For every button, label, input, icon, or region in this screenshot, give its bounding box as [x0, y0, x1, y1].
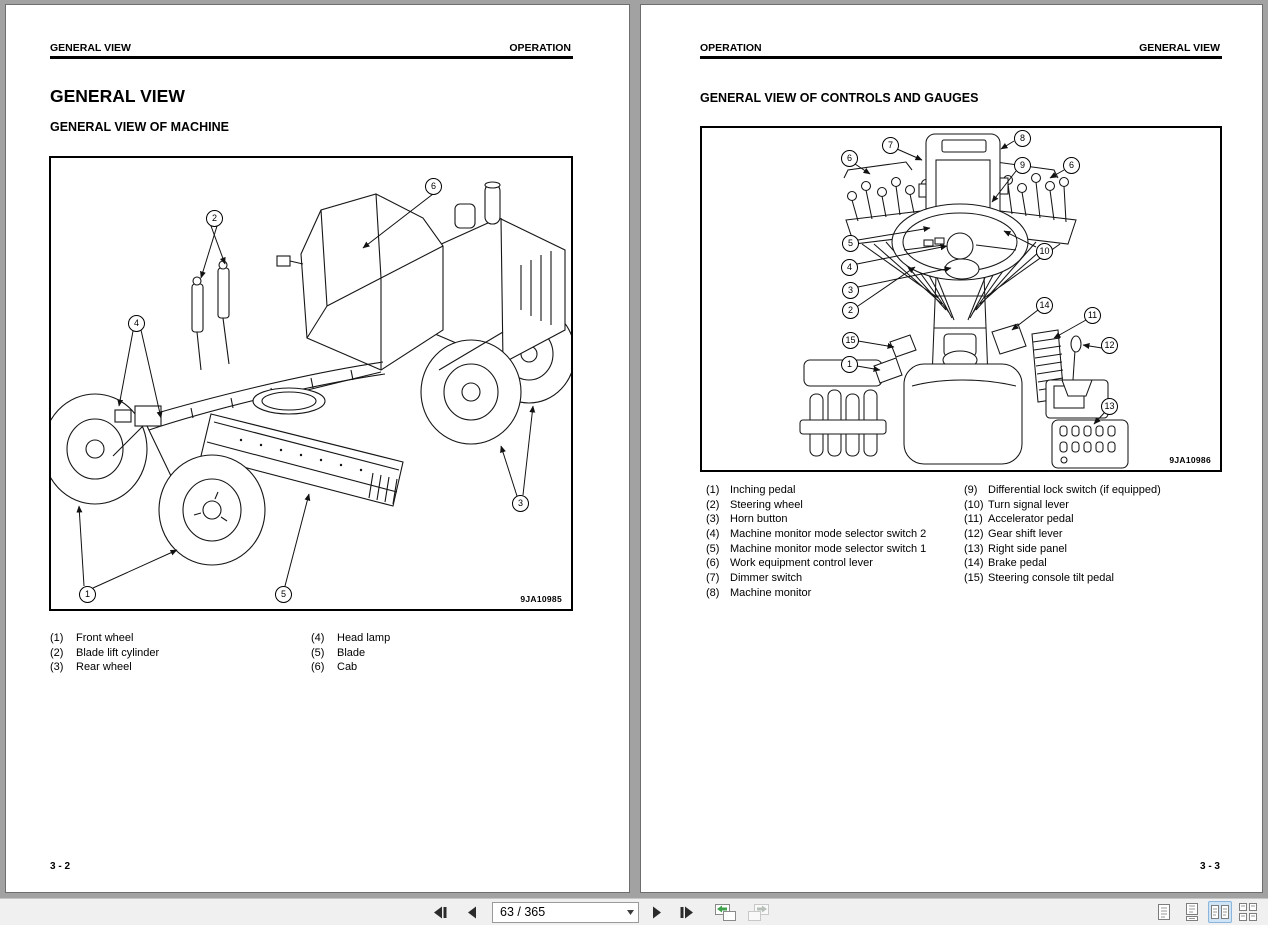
legend-label: Cab	[337, 661, 358, 674]
legend-label: Accelerator pedal	[988, 513, 1074, 526]
first-page-icon	[432, 906, 448, 919]
legend-item	[311, 647, 390, 662]
callout-2: 2	[206, 210, 223, 227]
continuous-view-button[interactable]	[1180, 901, 1204, 923]
legend-num: (6)	[311, 661, 325, 674]
next-page-icon	[651, 906, 663, 919]
callout-2: 2	[842, 302, 859, 319]
legend-num: (12)	[964, 528, 984, 541]
legend-label: Machine monitor	[730, 586, 812, 599]
legend-label: Blade	[337, 646, 366, 659]
legend-label: Inching pedal	[730, 484, 796, 496]
callout-14: 14	[1036, 297, 1053, 314]
legend-label: Differential lock switch (if equipped)	[988, 484, 1161, 496]
running-header-left: OPERATION	[700, 42, 762, 54]
callout-15: 15	[842, 332, 859, 349]
running-header-left: GENERAL VIEW	[50, 42, 131, 54]
page-navigation	[428, 901, 773, 923]
callout-5: 5	[275, 586, 292, 603]
legend-label: Rear wheel	[76, 661, 132, 674]
page-number: 3 - 3	[1199, 861, 1220, 872]
dropdown-caret-icon[interactable]	[622, 903, 638, 922]
legend-label: Steering wheel	[730, 498, 803, 511]
legend-label: Head lamp	[337, 632, 391, 644]
legend-num: (4)	[706, 528, 720, 541]
legend-item	[964, 543, 1161, 558]
machine-figure	[49, 156, 573, 611]
legend-num: (1)	[50, 632, 64, 644]
legend-num: (4)	[311, 632, 325, 644]
legend-item	[706, 499, 926, 514]
legend-item	[311, 632, 390, 647]
header-rule	[50, 56, 573, 59]
callout-8: 8	[1014, 130, 1031, 147]
callout-9: 9	[1014, 157, 1031, 174]
previous-view-icon	[713, 903, 737, 922]
callout-12: 12	[1101, 337, 1118, 354]
section-title: GENERAL VIEW OF MACHINE	[50, 120, 229, 134]
callout-4: 4	[841, 259, 858, 276]
section-title: GENERAL VIEW OF CONTROLS AND GAUGES	[700, 91, 979, 105]
legend-num: (9)	[964, 484, 978, 496]
next-view-button[interactable]	[745, 901, 773, 923]
legend-label: Gear shift lever	[988, 528, 1063, 541]
previous-page-icon	[466, 906, 478, 919]
callout-6: 6	[425, 178, 442, 195]
motor-grader-drawing	[51, 158, 571, 609]
single-page-view-icon	[1155, 903, 1173, 921]
page-layout-buttons	[1152, 901, 1260, 923]
figure-code: 9JA10986	[1169, 455, 1211, 465]
running-header-right: GENERAL VIEW	[1139, 42, 1220, 54]
legend-num: (6)	[706, 557, 720, 570]
legend-num: (2)	[706, 498, 720, 511]
legend-num: (8)	[706, 586, 720, 599]
callout-7: 7	[882, 137, 899, 154]
legend-num: (15)	[964, 572, 984, 585]
page-number: 3 - 2	[50, 861, 71, 872]
two-page-view-icon	[1210, 903, 1230, 921]
two-page-continuous-view-button[interactable]	[1236, 901, 1260, 923]
callout-6-left: 6	[841, 150, 858, 167]
single-page-view-button[interactable]	[1152, 901, 1176, 923]
last-page-icon	[679, 906, 695, 919]
callout-13: 13	[1101, 398, 1118, 415]
legend-item	[50, 661, 159, 676]
next-page-button[interactable]	[645, 901, 669, 923]
callout-1: 1	[841, 356, 858, 373]
controls-figure	[700, 126, 1222, 472]
next-view-icon	[747, 903, 771, 922]
machine-legend-col2	[311, 632, 390, 676]
document-page-left[interactable]	[5, 4, 630, 893]
legend-item	[706, 543, 926, 558]
callout-3: 3	[512, 495, 529, 512]
callout-4: 4	[128, 315, 145, 332]
callout-11: 11	[1084, 307, 1101, 324]
two-page-continuous-view-icon	[1238, 903, 1258, 921]
legend-num: (3)	[706, 513, 720, 526]
callout-6-right: 6	[1063, 157, 1080, 174]
document-page-right[interactable]	[640, 4, 1263, 893]
page-title: GENERAL VIEW	[50, 86, 185, 106]
page-number-input[interactable]	[493, 905, 622, 919]
page-number-combo[interactable]	[492, 902, 639, 923]
legend-label: Horn button	[730, 513, 788, 526]
legend-item	[706, 572, 926, 587]
legend-item	[964, 484, 1161, 499]
legend-label: Machine monitor mode selector switch 2	[730, 528, 927, 541]
legend-num: (1)	[706, 484, 720, 496]
legend-item	[706, 513, 926, 528]
callout-10: 10	[1036, 243, 1053, 260]
controls-legend-col2	[964, 484, 1161, 587]
legend-label: Front wheel	[76, 632, 134, 644]
legend-item	[311, 661, 390, 676]
legend-num: (5)	[706, 542, 720, 555]
legend-num: (3)	[50, 661, 64, 674]
legend-num: (10)	[964, 498, 984, 511]
legend-item	[964, 513, 1161, 528]
legend-label: Brake pedal	[988, 557, 1047, 570]
legend-num: (14)	[964, 557, 984, 570]
machine-legend-col1	[50, 632, 159, 676]
controls-legend-col1	[706, 484, 926, 602]
legend-label: Turn signal lever	[988, 498, 1069, 511]
legend-item	[50, 632, 159, 647]
legend-label: Blade lift cylinder	[76, 646, 160, 659]
operator-console-drawing	[702, 128, 1220, 470]
legend-num: (2)	[50, 646, 64, 659]
legend-item	[964, 499, 1161, 514]
legend-item	[964, 528, 1161, 543]
legend-num: (11)	[964, 513, 983, 526]
legend-item	[964, 572, 1161, 587]
legend-label: Steering console tilt pedal	[988, 572, 1114, 585]
legend-label: Right side panel	[988, 542, 1067, 555]
two-page-view-button[interactable]	[1208, 901, 1232, 923]
legend-item	[964, 557, 1161, 572]
figure-code: 9JA10985	[520, 594, 562, 604]
callout-5: 5	[842, 235, 859, 252]
callout-1: 1	[79, 586, 96, 603]
legend-item	[50, 647, 159, 662]
continuous-view-icon	[1183, 903, 1201, 921]
legend-num: (5)	[311, 646, 325, 659]
viewer-toolbar	[0, 898, 1268, 925]
running-header-right: OPERATION	[509, 42, 571, 54]
previous-page-button[interactable]	[460, 901, 484, 923]
legend-label: Machine monitor mode selector switch 1	[730, 542, 927, 555]
first-page-button[interactable]	[428, 901, 452, 923]
legend-item	[706, 587, 926, 602]
last-page-button[interactable]	[675, 901, 699, 923]
legend-item	[706, 528, 926, 543]
header-rule	[700, 56, 1222, 59]
legend-label: Work equipment control lever	[730, 557, 873, 570]
callout-3: 3	[842, 282, 859, 299]
previous-view-button[interactable]	[711, 901, 739, 923]
legend-num: (7)	[706, 572, 720, 585]
legend-num: (13)	[964, 542, 984, 555]
legend-item	[706, 557, 926, 572]
legend-item	[706, 484, 926, 499]
legend-label: Dimmer switch	[730, 572, 803, 585]
